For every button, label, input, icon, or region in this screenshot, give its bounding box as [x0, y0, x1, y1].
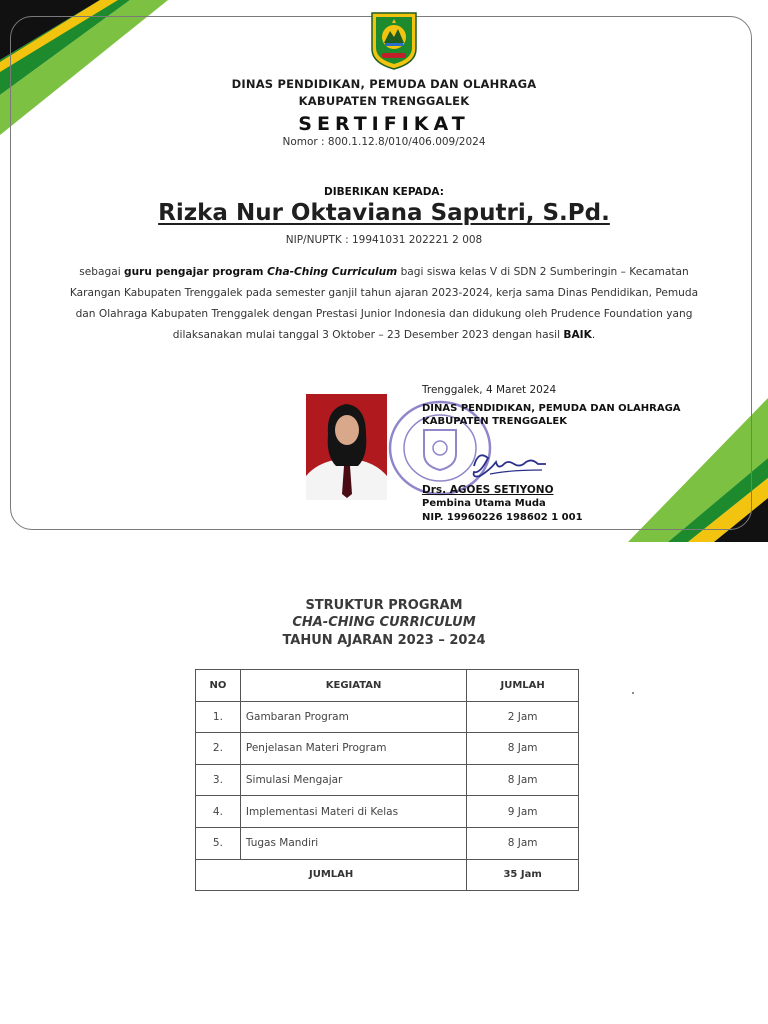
total-hours: 35 Jam	[467, 859, 579, 891]
recipient-nip: NIP/NUPTK : 19941031 202221 2 008	[285, 234, 483, 246]
signer-nip: NIP. 19960226 198602 1 001	[422, 512, 583, 523]
signer-signature	[470, 444, 550, 484]
row-number: 5.	[196, 827, 241, 859]
row-hours: 2 Jam	[467, 701, 579, 733]
table-row	[196, 701, 579, 733]
issuer-line-2: KABUPATEN TRENGGALEK	[298, 94, 470, 108]
row-number: 1.	[196, 701, 241, 733]
table-row	[196, 827, 579, 859]
body-text-3: .	[591, 329, 596, 341]
certificate-number: Nomor : 800.1.12.8/010/406.009/2024	[282, 136, 486, 148]
issuer-line-1: DINAS PENDIDIKAN, PEMUDA DAN OLAHRAGA	[231, 77, 537, 91]
row-hours: 8 Jam	[467, 827, 579, 859]
column-header-activity: KEGIATAN	[240, 670, 466, 702]
row-activity: Tugas Mandiri	[240, 827, 466, 859]
body-text-1: sebagai	[79, 266, 125, 278]
column-header-no: NO	[196, 670, 241, 702]
given-to-label: DIBERIKAN KEPADA:	[324, 186, 444, 198]
body-result: BAIK	[563, 329, 592, 341]
table-row	[196, 796, 579, 828]
row-hours: 8 Jam	[467, 764, 579, 796]
row-number: 2.	[196, 733, 241, 765]
recipient-name-text: Rizka Nur Oktaviana Saputri, S.Pd.	[158, 200, 610, 226]
trenggalek-regency-logo	[368, 9, 420, 71]
row-number: 3.	[196, 764, 241, 796]
signing-place-date: Trenggalek, 4 Maret 2024	[422, 384, 557, 396]
program-structure-page	[0, 542, 768, 1024]
table-row	[196, 764, 579, 796]
scan-speck	[632, 692, 634, 694]
row-activity: Implementasi Materi di Kelas	[240, 796, 466, 828]
row-activity: Penjelasan Materi Program	[240, 733, 466, 765]
row-activity: Gambaran Program	[240, 701, 466, 733]
table-row	[196, 733, 579, 765]
structure-title-line-2: CHA-CHING CURRICULUM	[292, 615, 476, 630]
body-text-2: bagi siswa kelas V di SDN 2 Sumberingin – Kecamatan Karangan Kabupaten Trenggalek pada semester ganjil tahun ajaran 2023-2024, kerja sama Dinas Pendidikan, Pemuda dan Olahraga Kabupaten Trenggalek dengan Prestasi Junior Indonesia dan didukung oleh Prudence Foundation yang dilaksanakan mulai tanggal 3 Oktober – 23 Desember 2023 dengan hasil	[69, 266, 699, 341]
certificate-title: SERTIFIKAT	[298, 113, 470, 135]
row-number: 4.	[196, 796, 241, 828]
total-label: JUMLAH	[196, 859, 467, 891]
recipient-photo	[306, 394, 387, 500]
recipient-name	[0, 200, 768, 226]
row-activity: Simulasi Mengajar	[240, 764, 466, 796]
signer-name: Drs. AGOES SETIYONO	[422, 484, 554, 496]
body-role: guru pengajar program	[124, 266, 268, 278]
structure-title-line-3: TAHUN AJARAN 2023 – 2024	[282, 633, 486, 648]
signer-rank: Pembina Utama Muda	[422, 498, 546, 509]
column-header-hours: JUMLAH	[467, 670, 579, 702]
structure-title-line-1: STRUKTUR PROGRAM	[305, 598, 463, 613]
signing-org-line-2: KABUPATEN TRENGGALEK	[422, 416, 567, 427]
row-hours: 8 Jam	[467, 733, 579, 765]
program-structure-table	[195, 669, 579, 891]
row-hours: 9 Jam	[467, 796, 579, 828]
table-header-row	[196, 670, 579, 702]
signing-org-line-1: DINAS PENDIDIKAN, PEMUDA DAN OLAHRAGA	[422, 403, 681, 414]
table-total-row	[196, 859, 579, 891]
body-program-name: Cha-Ching Curriculum	[267, 266, 398, 278]
certificate-body	[60, 262, 708, 346]
